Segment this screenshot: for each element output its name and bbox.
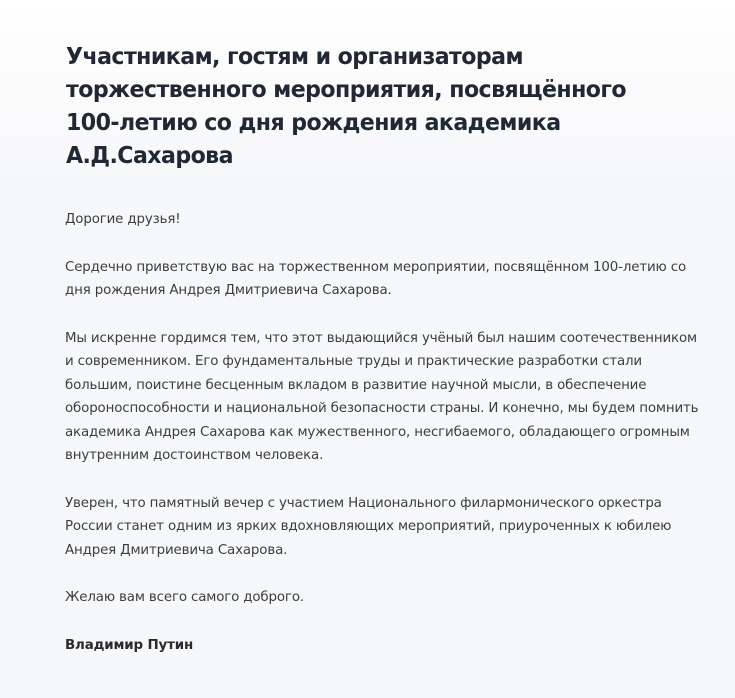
article-header <box>0 0 735 180</box>
paragraph-3: Уверен, что памятный вечер с участием Национального филармонического оркестра России станет одним из ярких вдохновляющих мероприятий, приуроченных к юбилею Андрея Дмитриевича Сахарова. <box>65 495 672 558</box>
greeting: Дорогие друзья! <box>65 212 181 227</box>
paragraph-2: Мы искренне гордимся тем, что этот выдающийся учёный был нашим соотечественником и современником. Его фундаментальные труды и практические разработки стали большим, поистине бесценным вкладом в развитие научной мысли, в обеспечение обороноспособности и национальной безопасности страны. И конечно, мы будем помнить академика Андрея Сахарова как мужественного, несгибаемого, обладающего огромным внутренним достоинством человека. <box>65 330 699 463</box>
paragraph-1: Сердечно приветствую вас на торжественном мероприятии, посвящённом 100-летию со дня рождения Андрея Дмитриевича Сахарова. <box>65 259 687 298</box>
article-content <box>65 208 705 681</box>
signature: Владимир Путин <box>65 637 194 653</box>
page-title: Участникам, гостям и организаторам торжественного мероприятия, посвящённого 100-летию со дня рождения академика А.Д.Сахарова <box>66 42 626 169</box>
closing-line: Желаю вам всего самого доброго. <box>65 590 304 605</box>
